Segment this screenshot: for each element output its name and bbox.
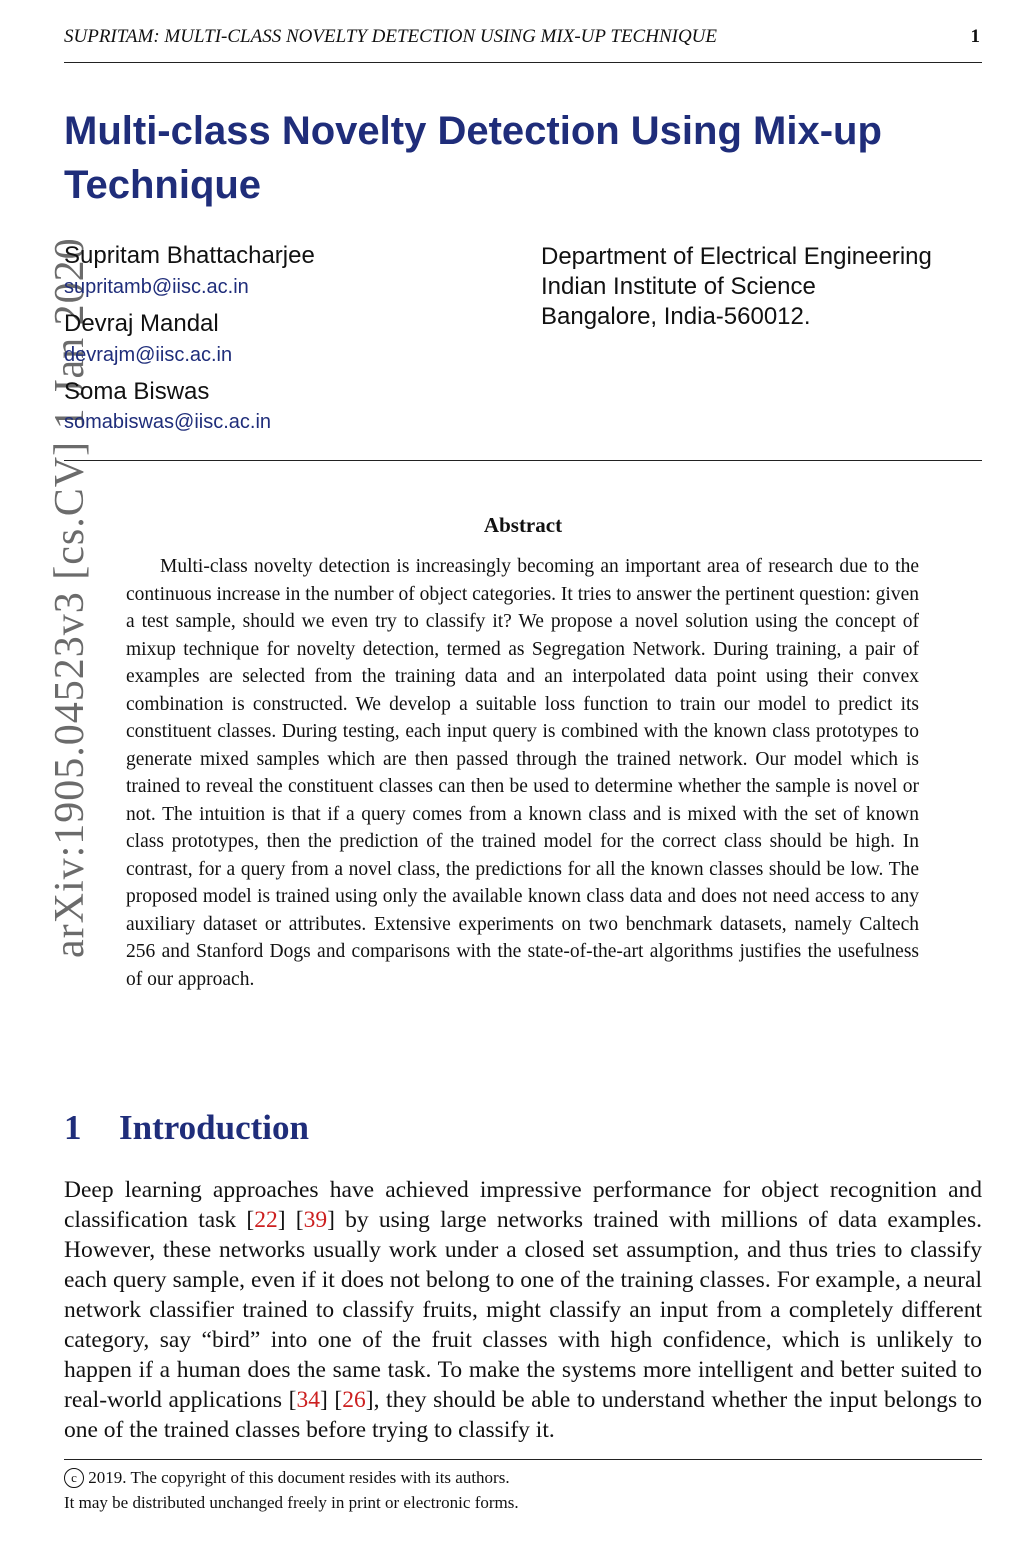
- author-email-3[interactable]: somabiswas@iisc.ac.in: [64, 411, 272, 433]
- copyright-icon: c: [64, 1468, 84, 1488]
- abstract-heading: Abstract: [483, 513, 563, 537]
- author-name-3: Soma Biswas: [64, 378, 210, 405]
- section-number: 1: [64, 1108, 82, 1147]
- author-email-2[interactable]: devrajm@iisc.ac.in: [64, 344, 233, 366]
- citation-link[interactable]: 39: [303, 1207, 328, 1233]
- section-title: Introduction: [119, 1108, 309, 1147]
- abstract-body: [126, 553, 919, 993]
- intro-text-1: Deep learning approaches have achieved impressive performance for object recognition and classification task: [64, 1177, 982, 1233]
- arxiv-stamp: arXiv:1905.04523v3 [cs.CV] 1 Jan 2020: [47, 237, 93, 958]
- citation-link[interactable]: 22: [254, 1207, 278, 1233]
- author-name-1: Supritam Bhattacharjee: [64, 242, 315, 269]
- paper-title: Multi-class Novelty Detection Using Mix-up Technique: [64, 109, 882, 207]
- affiliation-city: Bangalore, India-560012.: [541, 303, 811, 330]
- intro-text-3: , they should be able to understand whether the input belongs to one of the trained classes before trying to classify it.: [64, 1387, 983, 1443]
- author-email-1[interactable]: supritamb@iisc.ac.in: [64, 276, 249, 298]
- affiliation-department: Department of Electrical Engineering: [541, 243, 932, 270]
- footnote-line-1: 2019. The copyright of this document resides with its authors.: [88, 1468, 510, 1487]
- citation-link[interactable]: 26: [342, 1387, 366, 1413]
- intro-text-2: by using large networks trained with millions of data examples. However, these networks usually work under a closed set assumption, and thus tries to classify each query sample, even if it does not belong to one of the training classes. For example, a neural network classifier trained to classify fruits, might classify an input from a completely different category, say “bird” into one of the fruit classes with high confidence, which is unlikely to happen if a human does the same task. To make the systems more intelligent and better suited to real-world applications: [64, 1207, 982, 1413]
- running-title: SUPRITAM: MULTI-CLASS NOVELTY DETECTION USING MIX-UP TECHNIQUE: [64, 26, 717, 47]
- abstract-text: Multi-class novelty detection is increasingly becoming an important area of research due to the continuous increase in the number of object categories. It tries to answer the pertinent question: given a test sample, should we even try to classify it? We propose a novel solution using the concept of mixup technique for novelty detection, termed as Segregation Network. During training, a pair of examples are selected from the training data and an interpolated data point using their convex combination is constructed. We develop a suitable loss function to train our model to predict its constituent classes. During testing, each input query is combined with the known class prototypes to generate mixed samples which are then passed through the trained network. Our model which is trained to reveal the constituent classes can then be used to determine whether the sample is novel or not. The intuition is that if a query comes from a known class and is mixed with the set of known class prototypes, then the prediction of the trained model for the correct class should be high. In contrast, for a query from a novel class, the predictions for all the known classes should be low. The proposed model is trained using only the available known class data and does not need access to any auxiliary dataset or attributes. Extensive experiments on two benchmark datasets, namely Caltech 256 and Stanford Dogs and comparisons with the state-of-the-art algorithms justifies the usefulness of our approach.: [126, 556, 919, 990]
- header-rule: [64, 62, 982, 63]
- footnote-rule: [64, 1459, 982, 1460]
- footnote-line-2: It may be distributed unchanged freely in print or electronic forms.: [64, 1493, 519, 1512]
- author-name-2: Devraj Mandal: [64, 310, 219, 337]
- page-number: 1: [970, 26, 980, 47]
- copyright-footnote: [64, 1465, 982, 1515]
- intro-paragraph: Deep learning approaches have achieved impressive performance for object recognition and classification task [22] [39] by using large networks trained with millions of data examples. However, these networks usually work under a closed set assumption, and thus tries to classify each query sample, even if it does not belong to one of the training classes. For example, a neural network classifier trained to classify fruits, might classify an input from a completely different category, say “bird” into one of the fruit classes with high confidence, which is unlikely to happen if a human does the same task. To make the systems more intelligent and better suited to real-world applications [34] [26], they should be able to understand whether the input belongs to one of the trained classes before trying to classify it.: [64, 1177, 983, 1443]
- affiliation-institute: Indian Institute of Science: [541, 273, 816, 300]
- title-rule: [64, 460, 982, 461]
- section-heading: [64, 1108, 764, 1148]
- citation-link[interactable]: 34: [296, 1387, 320, 1413]
- running-header: [64, 26, 982, 54]
- affiliation: [541, 242, 932, 332]
